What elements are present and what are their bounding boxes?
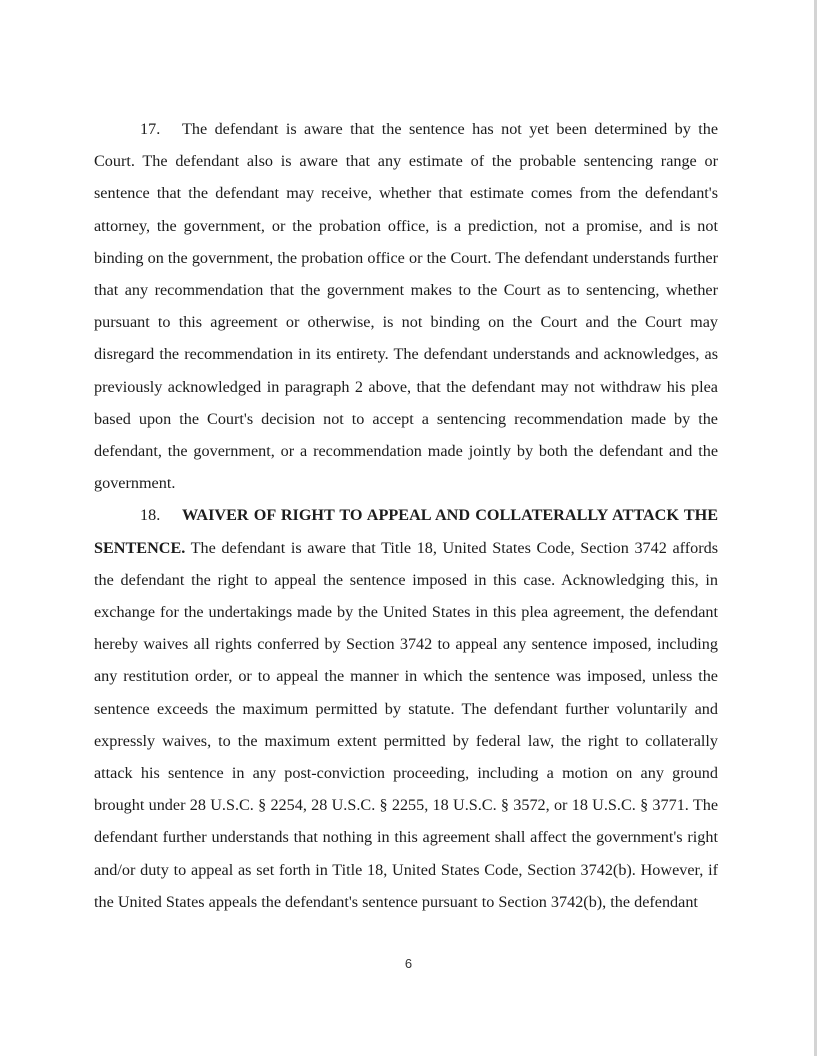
paragraph-18 bbox=[94, 499, 718, 918]
paragraph-number: 18. bbox=[140, 506, 161, 525]
page-number: 6 bbox=[404, 956, 413, 971]
paragraph-number: 17. bbox=[140, 120, 161, 138]
document-body bbox=[94, 113, 718, 918]
paragraph-text: The defendant is aware that Title 18, United States Code, Section 3742 affords the defendant the right to appeal the sentence imposed in this case. Acknowledging this, in exchange for the undertakings made by the United States in this plea agreement, the defendant hereby waives all rights conferred by Section 3742 to appeal any sentence imposed, including any restitution order, or to appeal the manner in which the sentence was imposed, unless the sentence exceeds the maximum permitted by statute. The defendant further voluntarily and expressly waives, to the maximum extent permitted by federal law, the right to collaterally attack his sentence in any post-conviction proceeding, including a motion on any ground brought under 28 U.S.C. § 2254, 28 U.S.C. § 2255, 18 U.S.C. § 3572, or 18 U.S.C. § 3771. The defendant further understands that nothing in this agreement shall affect the government's right and/or duty to appeal as set forth in Title 18, United States Code, Section 3742(b). However, if the United States appeals the defendant's sentence pursuant to Section 3742(b), the defendant bbox=[94, 538, 718, 911]
paragraph-17 bbox=[94, 113, 718, 499]
section-heading: WAIVER OF RIGHT TO APPEAL AND COLLATERALLY ATTACK THE SENTENCE. bbox=[94, 506, 718, 557]
paragraph-text: The defendant is aware that the sentence has not yet been determined by the Court. The defendant also is aware that any estimate of the probable sentencing range or sentence that the defendant may receive, whether that estimate comes from the defendant's attorney, the government, or the probation office, is a prediction, not a promise, and is not binding on the government, the probation office or the Court. The defendant understands further that any recommendation that the government makes to the Court as to sentencing, whether pursuant to this agreement or otherwise, is not binding on the Court and the Court may disregard the recommendation in its entirety. The defendant understands and acknowledges, as previously acknowledged in paragraph 2 above, that the defendant may not withdraw his plea based upon the Court's decision not to accept a sentencing recommendation made by the defendant, the government, or a recommendation made jointly by both the defendant and the government. bbox=[94, 120, 718, 493]
